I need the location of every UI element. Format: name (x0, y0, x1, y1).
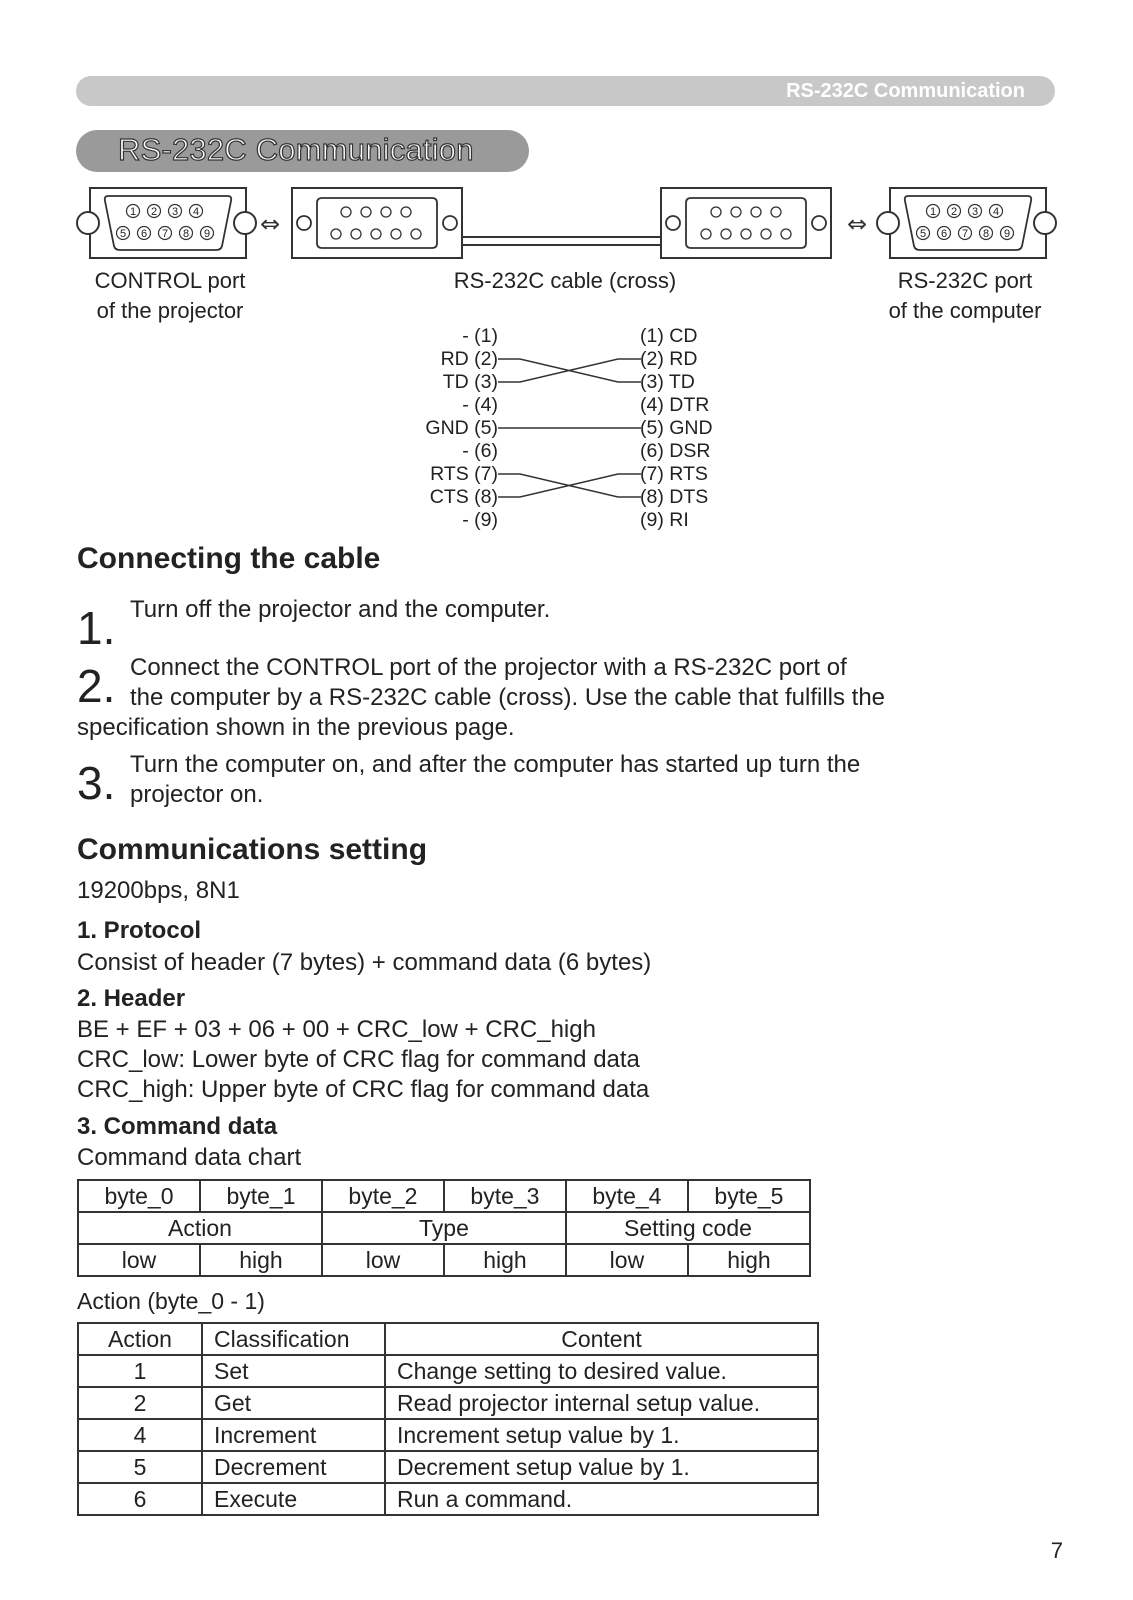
protocol-heading: 1. Protocol (77, 917, 202, 944)
pin-label: (5) GND (640, 417, 713, 439)
pin-label: TD (3) (442, 371, 498, 393)
caption-line: of the projector (96, 298, 244, 323)
table-cell: Type (322, 1212, 566, 1244)
pin-label: (8) DTS (640, 486, 709, 508)
header-line: CRC_high: Upper byte of CRC flag for command data (77, 1076, 650, 1103)
table-cell: Increment setup value by 1. (385, 1419, 818, 1451)
pin-label: (3) TD (640, 371, 695, 393)
table-cell: byte_5 (688, 1180, 810, 1212)
computer-connector-icon (877, 188, 1056, 258)
table-row (78, 1212, 810, 1244)
pin-list-right (640, 325, 760, 532)
section-title: RS-232C Communication (118, 132, 474, 167)
table-row (78, 1244, 810, 1276)
pin-digit: 7 (161, 228, 169, 240)
table-cell: high (444, 1244, 566, 1276)
pin-digit: 3 (971, 206, 979, 218)
table-header: Content (385, 1323, 818, 1355)
pin-label: (4) DTR (640, 394, 710, 416)
pin-label: (6) DSR (640, 440, 711, 462)
table-cell: Setting code (566, 1212, 810, 1244)
pin-digit: 5 (119, 228, 127, 240)
pin-digit: 7 (961, 228, 969, 240)
table-cell: byte_3 (444, 1180, 566, 1212)
table-row (78, 1323, 818, 1355)
pin-digit: 6 (140, 228, 148, 240)
pin-digit: 4 (192, 206, 200, 218)
projector-port-caption (60, 266, 280, 326)
pin-label: - (6) (462, 440, 498, 462)
table-cell: Execute (202, 1483, 385, 1515)
table-cell: 6 (78, 1483, 202, 1515)
table-row (78, 1483, 818, 1515)
step-text: projector on. (130, 781, 264, 808)
table-cell: Increment (202, 1419, 385, 1451)
running-header (76, 76, 1055, 106)
action-table (77, 1322, 819, 1516)
pin-label: - (4) (462, 394, 498, 416)
table-row (78, 1355, 818, 1387)
pin-label: - (1) (462, 325, 498, 347)
bidirectional-arrow-icon: ⇔ (259, 210, 281, 238)
pin-digit: 9 (203, 228, 211, 240)
table-cell: byte_2 (322, 1180, 444, 1212)
table-row (78, 1387, 818, 1419)
header-line: CRC_low: Lower byte of CRC flag for command data (77, 1046, 640, 1073)
table-cell: Get (202, 1387, 385, 1419)
table-cell: Decrement setup value by 1. (385, 1451, 818, 1483)
caption-line: CONTROL port (94, 268, 246, 293)
header-line: BE + EF + 03 + 06 + 00 + CRC_low + CRC_high (77, 1016, 596, 1043)
section-title-pill (76, 130, 529, 172)
step-text: Turn off the projector and the computer. (130, 596, 551, 623)
pin-label: - (9) (462, 509, 498, 531)
command-heading: 3. Command data (77, 1113, 278, 1140)
pin-label: RTS (7) (430, 463, 498, 485)
pin-digit: 5 (919, 228, 927, 240)
pin-digit: 2 (150, 206, 158, 218)
table-cell: Read projector internal setup value. (385, 1387, 818, 1419)
cable-left-plug-icon (292, 188, 462, 258)
step-number: 1. (77, 602, 116, 654)
pin-label: (2) RD (640, 348, 698, 370)
pin-digit: 6 (940, 228, 948, 240)
pin-label: GND (5) (425, 417, 498, 439)
header-heading: 2. Header (77, 985, 186, 1012)
pin-label: (1) CD (640, 325, 698, 347)
pin-label: CTS (8) (429, 486, 498, 508)
pin-digit: 2 (950, 206, 958, 218)
table-cell: 1 (78, 1355, 202, 1387)
cable-line (462, 237, 661, 245)
projector-connector-icon (77, 188, 256, 258)
action-caption: Action (byte_0 - 1) (77, 1288, 265, 1314)
table-cell: byte_4 (566, 1180, 688, 1212)
table-cell: Action (78, 1212, 322, 1244)
computer-port-caption (860, 266, 1070, 326)
table-cell: Change setting to desired value. (385, 1355, 818, 1387)
table-cell: Run a command. (385, 1483, 818, 1515)
table-cell: 4 (78, 1419, 202, 1451)
step-text: Turn the computer on, and after the computer has started up turn the (130, 751, 861, 778)
page-number: 7 (1050, 1538, 1063, 1563)
pin-digit: 8 (182, 228, 190, 240)
pin-label: RD (2) (440, 348, 498, 370)
caption-line: RS-232C port (897, 268, 1033, 293)
command-data-chart (77, 1179, 811, 1277)
table-cell: Set (202, 1355, 385, 1387)
pin-digit: 3 (171, 206, 179, 218)
step-number: 3. (77, 757, 116, 809)
pin-wiring-lines (498, 325, 643, 535)
pin-label: (9) RI (640, 509, 689, 531)
pin-digit: 9 (1003, 228, 1011, 240)
table-cell: byte_1 (200, 1180, 322, 1212)
connector-diagram (0, 180, 1133, 270)
table-cell: Decrement (202, 1451, 385, 1483)
table-cell: low (78, 1244, 200, 1276)
table-cell: low (566, 1244, 688, 1276)
table-cell: 5 (78, 1451, 202, 1483)
table-cell: low (322, 1244, 444, 1276)
step-text: the computer by a RS-232C cable (cross). Use the cable that fulfills the (130, 684, 886, 711)
table-header: Classification (202, 1323, 385, 1355)
connecting-heading: Connecting the cable (77, 542, 381, 575)
table-cell: byte_0 (78, 1180, 200, 1212)
caption-line: of the computer (888, 298, 1042, 323)
pin-label: (7) RTS (640, 463, 708, 485)
table-header: Action (78, 1323, 202, 1355)
table-row (78, 1419, 818, 1451)
step-text: Connect the CONTROL port of the projector with a RS-232C port of (130, 654, 847, 681)
command-subtitle: Command data chart (77, 1144, 302, 1171)
pin-list-left (380, 325, 498, 532)
table-cell: high (200, 1244, 322, 1276)
comm-speed: 19200bps, 8N1 (77, 877, 240, 904)
table-row (78, 1451, 818, 1483)
running-header-title: RS-232C Communication (786, 80, 1025, 102)
pin-digit: 1 (129, 206, 137, 218)
pin-digit: 1 (929, 206, 937, 218)
bidirectional-arrow-icon: ⇔ (846, 210, 868, 238)
cable-right-plug-icon (661, 188, 831, 258)
table-cell: 2 (78, 1387, 202, 1419)
step-number: 2. (77, 660, 116, 712)
protocol-text: Consist of header (7 bytes) + command data (6 bytes) (77, 949, 652, 976)
pin-digit: 8 (982, 228, 990, 240)
comm-heading: Communications setting (77, 833, 428, 866)
step-text: specification shown in the previous page. (77, 714, 515, 741)
cable-caption: RS-232C cable (cross) (453, 268, 677, 293)
pin-digit: 4 (992, 206, 1000, 218)
table-cell: high (688, 1244, 810, 1276)
table-row (78, 1180, 810, 1212)
